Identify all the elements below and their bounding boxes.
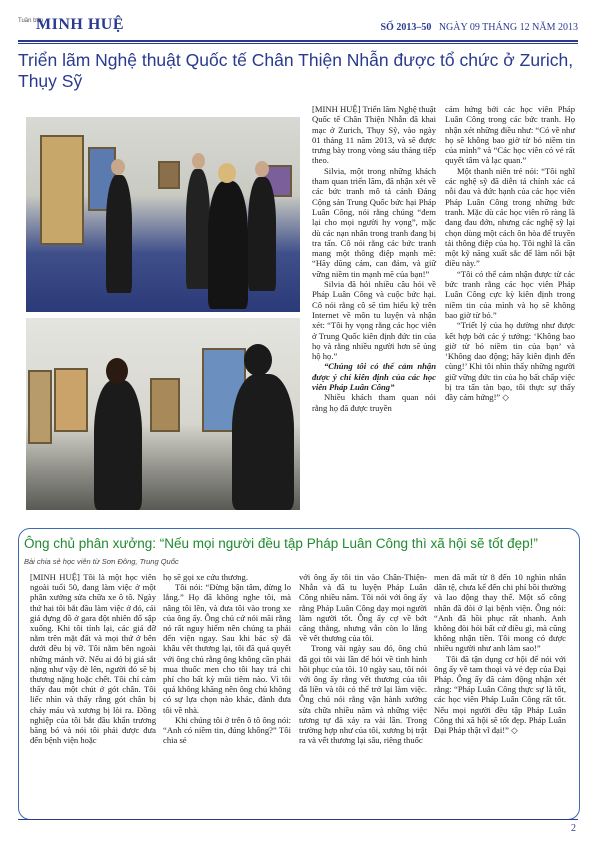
paragraph: men đã mất từ 8 đến 10 nghìn nhân dân tệ, chưa kể đến chi phí bồi thường và lao động thay thế. Một số công nhân đã đòi ở lại bệnh viện. Ông nói: “Anh đã hồi phục rất nhanh. Anh không đòi hỏi bất cứ điều gì, mà cũng không nhận tiền. Tôi mong có được nhiều người như anh làm sao!” — [434, 572, 566, 654]
article2-title: Ông chủ phân xưởng: “Nếu mọi người đều tập Pháp Luân Công thì xã hội sẽ tốt đẹp!” — [24, 536, 538, 551]
header-rule — [18, 40, 578, 42]
exhibition-photo-1 — [26, 117, 300, 312]
paragraph: [MINH HUỆ] Triển lãm Nghệ thuật Quốc tế Chân Thiện Nhẫn đã khai mạc ở Zurich, Thụy Sỹ, vào ngày 01 tháng 11 năm 2013, và sẽ được trưng bày trong vòng sáu tháng tiếp theo. — [312, 104, 436, 166]
issue-info — [380, 22, 578, 33]
paragraph: “Triết lý của họ dường như được kết hợp bởi các ý tưởng: ‘Không bao giờ từ bỏ niềm tin của bạn’ và ‘Không dao động; hãy kiên định đến cùng!’ Khi tôi nhìn thấy những người giữ vững đức tin của họ bất chấp việc bị tra tấn tàn bạo, tôi thực sự thấy đầy cảm hứng!” ◇ — [445, 320, 575, 403]
paragraph: họ sẽ gọi xe cứu thương. — [163, 572, 248, 582]
paragraph: “Tôi có thể cảm nhận được từ các bức tranh rằng các học viên Pháp Luân Công cực kỳ kiên định trong niềm tin của mình và họ sẽ không bao giờ từ bỏ.” — [445, 268, 575, 320]
article2-column-1 — [30, 572, 156, 745]
paragraph: Tôi đã tận dụng cơ hội để nói với ông ấy về tam thoại và vẻ đẹp của Đại Pháp. Ông ấy đã cảm động nhận xét rằng: “Pháp Luân Công thực sự là tốt, các học viên Pháp Luân Công rất tốt. Nếu mọi người đều tập Pháp Luân Công thì xã hội sẽ tốt đẹp. Pháp Luân Đại Pháp thật vĩ đại!” ◇ — [434, 653, 566, 736]
paragraph: Silvia đã hỏi nhiều câu hỏi về Pháp Luân Công và cuộc bức hại. Cô nói rằng cô sẽ tìm hiểu kỹ trên Internet về môn tu luyện và nhận xét: “Tôi hy vọng rằng các học viên ở Trung Quốc kiên định đức tin của họ và rằng nhiều người hơn sẽ ủng hộ họ.” — [312, 279, 436, 362]
paragraph: [MINH HUỆ] Tôi là một học viên ngoài tuổi 50, đang làm việc ở một phân xưởng sửa chữa xe ô tô. Ngày thứ hai tôi bắt đầu làm việc ở đó, cái giá đựng đồ ở gara đột nhiên đổ sập xuống. Khi tôi tỉnh lại, các giá đỡ nằm trên mặt đất và mọi thứ ở bên dưới đều bị vỡ. Tôi nằm bên ngoài những mảnh vỡ. Nếu ai đó bị giá sắt nặng như vậy đè lên, người đó sẽ bị thương nặng hoặc chết. Tôi chỉ cảm thấy đau một chút ở gót chân. Tôi liếc nhìn và thấy rằng gót chân bị chảy máu và xương bị lòi ra. Đồng nghiệp của tôi bắt đầu khẩn trương băng bó và nói tôi phải được đưa đến bệnh viện hoặc — [30, 572, 156, 746]
paragraph: Tôi nói: “Đừng bận tâm, đừng lo lắng.” Họ đã không nghe tôi, mà nâng tôi lên, và đưa tôi vào trong xe của ông ấy. Ông chủ cứ nói mãi rằng nó rất nguy hiểm nên chúng ta phải đến viện ngay. Sau khi bác sỹ đã khâu vết thương lại, tôi đã quả quyết với ông chủ rằng ông không cần phải mua thuốc men cho tôi hay trả chi phí cho bất kỳ mũi tiêm nào. Vì tôi quả không khăng nên ông chủ không có sự lựa chọn nào khác, đành đưa tôi về nhà. — [163, 582, 291, 715]
masthead — [18, 14, 578, 40]
footer-rule — [18, 819, 578, 820]
issue-number: SỐ 2013–50 — [380, 22, 432, 33]
paragraph: Silvia, một trong những khách tham quan triển lãm, đã nhận xét về các bức tranh mô tả cảnh Đảng Cộng sản Trung Quốc bức hại Pháp Luân Công, nói rằng chúng “đem lại cho mọi người hy vọng”, mặc dù các nạn nhân trong tranh đang bị tra tấn. Cô nói rằng các bức tranh mang một thông điệp mạnh mẽ: “Hãy dũng cảm, can đảm, và giữ vững niềm tin mạnh mẽ của bạn!” — [312, 165, 436, 279]
article1-column-2 — [445, 104, 575, 403]
subheading: “Chúng tôi có thể cảm nhận được ý chí kiên định của các học viên Pháp Luân Công” — [312, 361, 436, 393]
paragraph: Một thanh niên trẻ nói: “Tôi nghĩ các nghệ sỹ đã diễn tả chính xác cả nỗi đau và đức hạnh của các học viên Pháp Luân Công trong những bức tranh. Mặc dù các học viên rõ ràng là đang đau đớn, nhưng các nghệ sỹ lại chọn dùng một cách ôn hòa để truyền tải thông điệp của họ. Tôi nghĩ là cần một kỹ năng xuất sắc để làm nổi bật điều này.” — [445, 165, 575, 269]
paragraph: Nhiều khách tham quan nói rằng họ đã được truyền — [312, 392, 436, 413]
article2-byline: Bài chia sẻ học viên từ Sơn Đông, Trung Quốc — [24, 557, 179, 566]
masthead-logo: MINH HUỆ — [36, 16, 124, 33]
article1-column-1 — [312, 104, 436, 413]
article2-column-4 — [434, 572, 566, 735]
page-number: 2 — [571, 823, 576, 834]
paragraph: Trong vài ngày sau đó, ông chủ đã gọi tôi vài lần để hỏi về tình hình hồi phục của tôi. 10 ngày sau, tôi nói với ông ấy rằng vết thương của tôi đã liền và tôi có thể trở lại làm việc. Ông chủ nói rằng vận hành xưởng sửa chữa nhiều năm và những việc tương tự đã xảy ra vài lần. Trong trường hợp như của tôi, xương bị trật ra và vết thương lại sâu, riêng thuốc — [299, 643, 427, 746]
exhibition-photo-2 — [26, 318, 300, 510]
header-rule-thin — [18, 43, 578, 44]
paragraph: cảm hứng bởi các học viên Pháp Luân Công trong các bức tranh. Họ nhận xét những điều như: “Có về như họ sẽ không bao giờ từ bỏ niềm tin của mình” và “Các học viên có vẻ rất quyết tâm và lạc quan.” — [445, 104, 575, 166]
article2-column-3 — [299, 572, 427, 745]
masthead-tagline: Tuần báo — [18, 18, 44, 24]
paragraph: Khi chúng tôi ở trên ô tô ông nói: “Anh có niềm tin, đúng không?” Tôi chia sẻ — [163, 714, 291, 746]
paragraph: với ông ấy tôi tin vào Chân-Thiện-Nhẫn và đã tu luyện Pháp Luân Công nhiều năm. Tôi nói với ông ấy rằng Pháp Luân Công dạy mọi người làm người tốt. Ông ấy cợ về bớt căng thẳng, nhưng vẫn còn lo lắng về vết thương của tôi. — [299, 572, 427, 644]
issue-date: NGÀY 09 THÁNG 12 NĂM 2013 — [438, 22, 578, 33]
article2-column-2 — [163, 572, 291, 745]
article1-title: Triển lãm Nghệ thuật Quốc tế Chân Thiện Nhẫn được tổ chức ở Zurich, Thụy Sỹ — [18, 50, 574, 91]
